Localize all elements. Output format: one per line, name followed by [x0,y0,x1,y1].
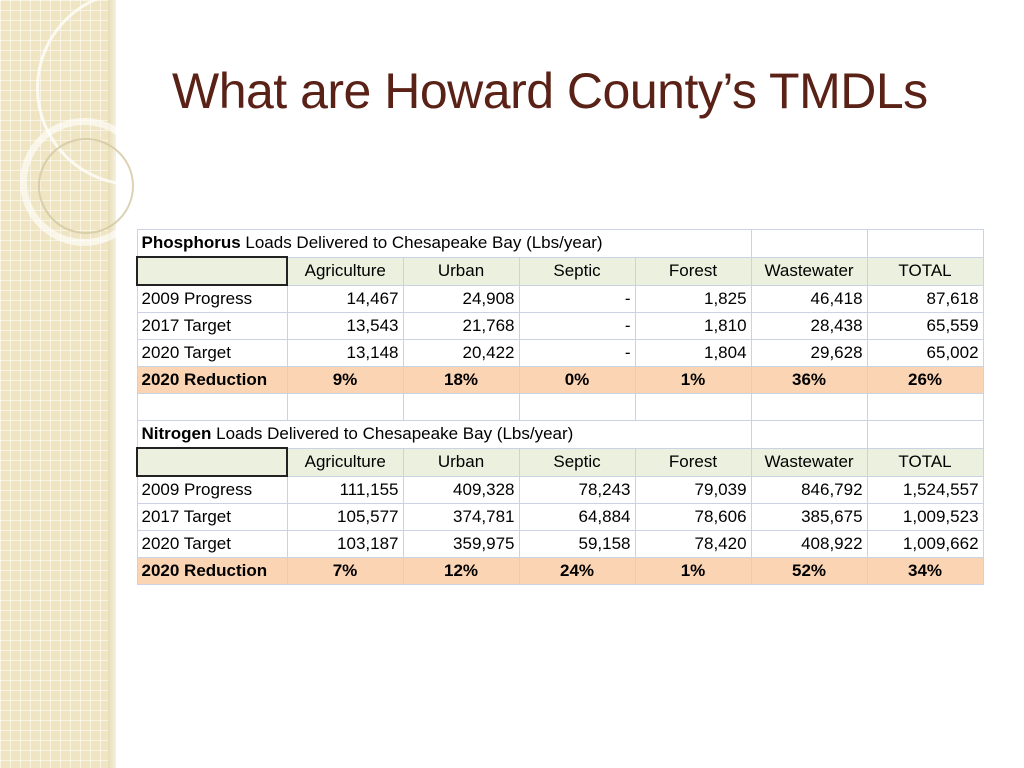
table-cell: 29,628 [751,340,867,367]
reduction-cell: 1% [635,558,751,585]
table-cell: 374,781 [403,504,519,531]
reduction-cell: 52% [751,558,867,585]
table-cell: 65,559 [867,313,983,340]
column-header: Forest [635,448,751,476]
header-row [137,448,983,476]
table-row [137,476,983,504]
table-cell: 21,768 [403,313,519,340]
reduction-label: 2020 Reduction [137,367,287,394]
table-cell: 79,039 [635,476,751,504]
reduction-cell: 34% [867,558,983,585]
caption-nutrient: Phosphorus [141,233,241,252]
empty-cell [867,421,983,449]
reduction-cell: 0% [519,367,635,394]
column-header: Septic [519,257,635,285]
empty-cell [519,394,635,421]
caption-row [137,230,983,258]
column-header: Urban [403,448,519,476]
table-cell: 103,187 [287,531,403,558]
column-header: Urban [403,257,519,285]
table-cell: 1,810 [635,313,751,340]
reduction-label: 2020 Reduction [137,558,287,585]
table-cell: 1,009,523 [867,504,983,531]
table-cell: 409,328 [403,476,519,504]
row-label: 2009 Progress [137,285,287,313]
reduction-row [137,558,983,585]
table-cell: 20,422 [403,340,519,367]
table-row [137,504,983,531]
table-cell: 13,148 [287,340,403,367]
reduction-cell: 1% [635,367,751,394]
empty-cell [137,394,287,421]
table-cell: 46,418 [751,285,867,313]
table-cell: - [519,340,635,367]
caption-text: Loads Delivered to Chesapeake Bay (Lbs/year) [240,233,603,252]
caption-nutrient: Nitrogen [141,424,212,443]
empty-cell [867,394,983,421]
spacer-row [137,394,983,421]
column-header: Agriculture [287,257,403,285]
column-header [137,257,287,285]
table-cell: 78,606 [635,504,751,531]
column-header: TOTAL [867,257,983,285]
row-label: 2017 Target [137,313,287,340]
reduction-cell: 36% [751,367,867,394]
table-cell: 13,543 [287,313,403,340]
table-cell: 846,792 [751,476,867,504]
table-row [137,313,983,340]
table-cell: 87,618 [867,285,983,313]
reduction-cell: 26% [867,367,983,394]
table-cell: 1,524,557 [867,476,983,504]
empty-cell [751,421,867,449]
table-cell: 14,467 [287,285,403,313]
table-caption [137,230,751,258]
empty-cell [751,394,867,421]
table-cell: 78,420 [635,531,751,558]
row-label: 2020 Target [137,340,287,367]
empty-cell [403,394,519,421]
slide-title: What are Howard County’s TMDLs [172,63,928,119]
table-cell: 408,922 [751,531,867,558]
table-caption [137,421,751,449]
column-header: Septic [519,448,635,476]
empty-cell [867,230,983,258]
table-cell: 385,675 [751,504,867,531]
reduction-cell: 24% [519,558,635,585]
column-header [137,448,287,476]
table-row [137,340,983,367]
table-cell: 359,975 [403,531,519,558]
table-cell: 1,825 [635,285,751,313]
spreadsheet [136,229,982,585]
table-cell: 1,804 [635,340,751,367]
table-cell: 65,002 [867,340,983,367]
row-label: 2020 Target [137,531,287,558]
table-cell: - [519,313,635,340]
column-header: Forest [635,257,751,285]
table-cell: - [519,285,635,313]
empty-cell [635,394,751,421]
reduction-cell: 12% [403,558,519,585]
reduction-cell: 18% [403,367,519,394]
column-header: TOTAL [867,448,983,476]
column-header: Wastewater [751,257,867,285]
table-row [137,285,983,313]
column-header: Wastewater [751,448,867,476]
caption-row [137,421,983,449]
row-label: 2017 Target [137,504,287,531]
table-cell: 78,243 [519,476,635,504]
column-header: Agriculture [287,448,403,476]
tmdl-table [136,229,984,585]
table-cell: 111,155 [287,476,403,504]
row-label: 2009 Progress [137,476,287,504]
empty-cell [287,394,403,421]
caption-text: Loads Delivered to Chesapeake Bay (Lbs/year) [211,424,574,443]
table-cell: 64,884 [519,504,635,531]
empty-cell [751,230,867,258]
table-row [137,531,983,558]
table-cell: 1,009,662 [867,531,983,558]
table-cell: 59,158 [519,531,635,558]
reduction-row [137,367,983,394]
decorative-ring [38,138,134,234]
header-row [137,257,983,285]
table-cell: 28,438 [751,313,867,340]
reduction-cell: 7% [287,558,403,585]
table-cell: 24,908 [403,285,519,313]
table-cell: 105,577 [287,504,403,531]
reduction-cell: 9% [287,367,403,394]
